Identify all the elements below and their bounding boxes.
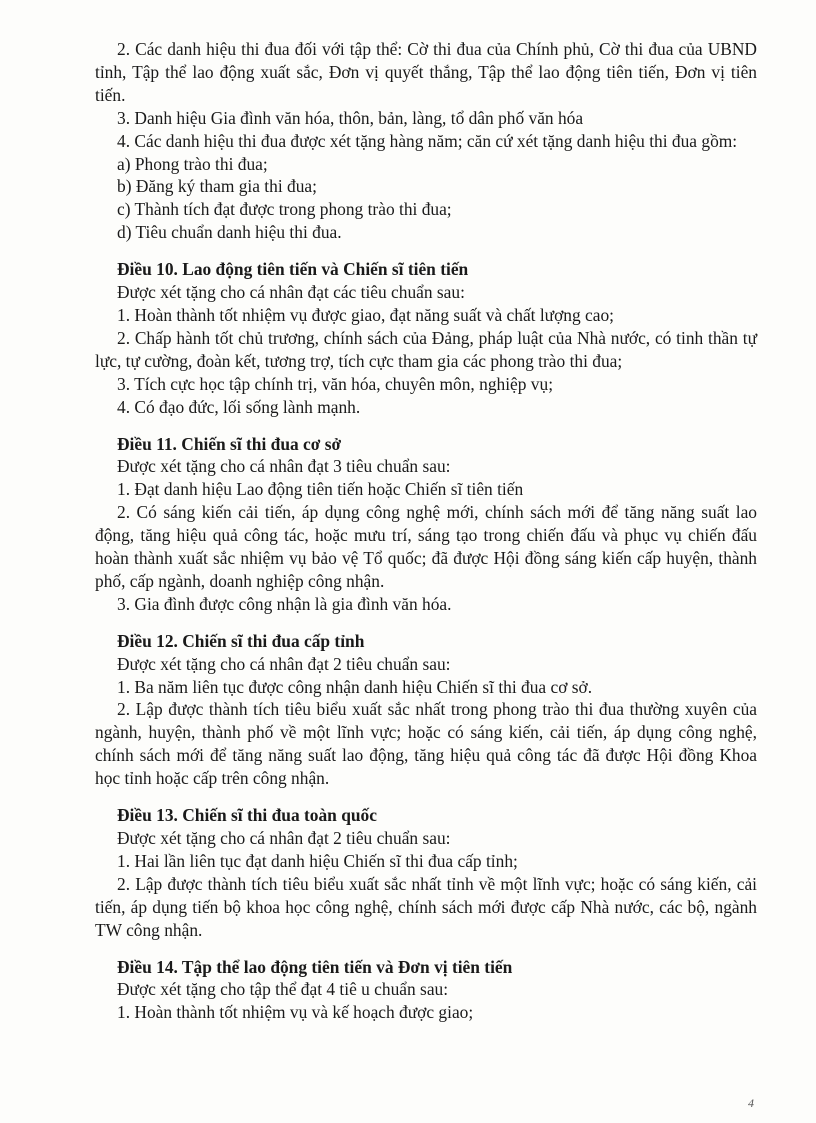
- paragraph: Được xét tặng cho cá nhân đạt 2 tiêu chuẩn sau:: [117, 653, 451, 674]
- paragraph: 1. Hoàn thành tốt nhiệm vụ được giao, đạt năng suất và chất lượng cao;: [117, 304, 615, 325]
- paragraph: Được xét tặng cho cá nhân đạt các tiêu chuẩn sau:: [117, 282, 465, 303]
- paragraph: 2. Lập được thành tích tiêu biểu xuất sắc nhất tỉnh về một lĩnh vực; hoặc có sáng kiến, cải tiến, áp dụng tiến bộ khoa học công nghệ, chính sách mới được cấp Nhà nước, các bộ, ngành TW công nhận.: [95, 873, 757, 940]
- page-number: 4: [748, 1096, 754, 1110]
- paragraph: b) Đăng ký tham gia thi đua;: [117, 176, 317, 197]
- paragraph: 4. Có đạo đức, lối sống lành mạnh.: [117, 396, 361, 417]
- article-heading: Điều 10. Lao động tiên tiến và Chiến sĩ tiên tiến: [117, 259, 469, 280]
- article-section: [117, 956, 757, 1025]
- paragraph: c) Thành tích đạt được trong phong trào thi đua;: [117, 199, 452, 220]
- article-section: [95, 433, 757, 616]
- paragraph: 2. Các danh hiệu thi đua đối với tập thể: Cờ thi đua của Chính phủ, Cờ thi đua của UBND tỉnh, Tập thể lao động xuất sắc, Đơn vị quyết thắng, Tập thể lao động tiên tiến, Đơn vị tiên tiến.: [95, 39, 757, 105]
- paragraph: 1. Hoàn thành tốt nhiệm vụ và kế hoạch được giao;: [117, 1002, 474, 1023]
- paragraph: 1. Ba năm liên tục được công nhận danh hiệu Chiến sĩ thi đua cơ sở.: [117, 676, 593, 697]
- paragraph: 1. Hai lần liên tục đạt danh hiệu Chiến sĩ thi đua cấp tỉnh;: [117, 850, 518, 871]
- paragraph: Được xét tặng cho tập thể đạt 4 tiê u chuẩn sau:: [117, 979, 449, 1000]
- paragraph: Được xét tặng cho cá nhân đạt 3 tiêu chuẩn sau:: [117, 456, 451, 477]
- article-heading: Điều 11. Chiến sĩ thi đua cơ sở: [117, 433, 342, 454]
- intro-section: [95, 38, 757, 244]
- paragraph: 2. Có sáng kiến cải tiến, áp dụng công nghệ mới, chính sách mới để tăng năng suất lao động, tăng hiệu quả công tác, hoặc mưu trí, sáng tạo trong chiến đấu và phục vụ chiến đấu hoàn thành xuất sắc nhiệm vụ bảo vệ Tổ quốc; đã được Hội đồng sáng kiến cấp huyện, thành phố, cấp ngành, doanh nghiệp công nhận.: [95, 502, 757, 591]
- articles-section: [95, 258, 757, 1024]
- article-section: [95, 258, 757, 418]
- document-body: [95, 38, 757, 1024]
- article-heading: Điều 14. Tập thể lao động tiên tiến và Đơn vị tiên tiến: [117, 956, 513, 977]
- article-section: [95, 630, 757, 790]
- article-heading: Điều 12. Chiến sĩ thi đua cấp tỉnh: [117, 630, 365, 651]
- paragraph: 3. Danh hiệu Gia đình văn hóa, thôn, bản, làng, tổ dân phố văn hóa: [117, 107, 584, 128]
- paragraph: a) Phong trào thi đua;: [117, 153, 268, 174]
- paragraph: 4. Các danh hiệu thi đua được xét tặng hàng năm; căn cứ xét tặng danh hiệu thi đua gồm:: [117, 130, 738, 151]
- paragraph: 2. Chấp hành tốt chủ trương, chính sách của Đảng, pháp luật của Nhà nước, có tinh thần tự lực, tự cường, đoàn kết, tương trợ, tích cực tham gia các phong trào thi đua;: [95, 327, 757, 371]
- paragraph: d) Tiêu chuẩn danh hiệu thi đua.: [117, 222, 342, 243]
- paragraph: 1. Đạt danh hiệu Lao động tiên tiến hoặc Chiến sĩ tiên tiến: [117, 479, 524, 500]
- article-heading: Điều 13. Chiến sĩ thi đua toàn quốc: [117, 805, 377, 826]
- paragraph: 3. Tích cực học tập chính trị, văn hóa, chuyên môn, nghiệp vụ;: [117, 373, 554, 394]
- article-section: [95, 804, 757, 941]
- paragraph: Được xét tặng cho cá nhân đạt 2 tiêu chuẩn sau:: [117, 828, 451, 848]
- paragraph: 2. Lập được thành tích tiêu biểu xuất sắc nhất trong phong trào thi đua thường xuyên của ngành, huyện, thành phố về một lĩnh vực; hoặc có sáng kiến, cải tiến, áp dụng công nghệ, chính sách mới để tăng năng suất lao động, tăng hiệu quả công tác đã được Hội đồng Khoa học tỉnh hoặc cấp trên công nhận.: [95, 699, 757, 789]
- paragraph: 3. Gia đình được công nhận là gia đình văn hóa.: [117, 593, 452, 614]
